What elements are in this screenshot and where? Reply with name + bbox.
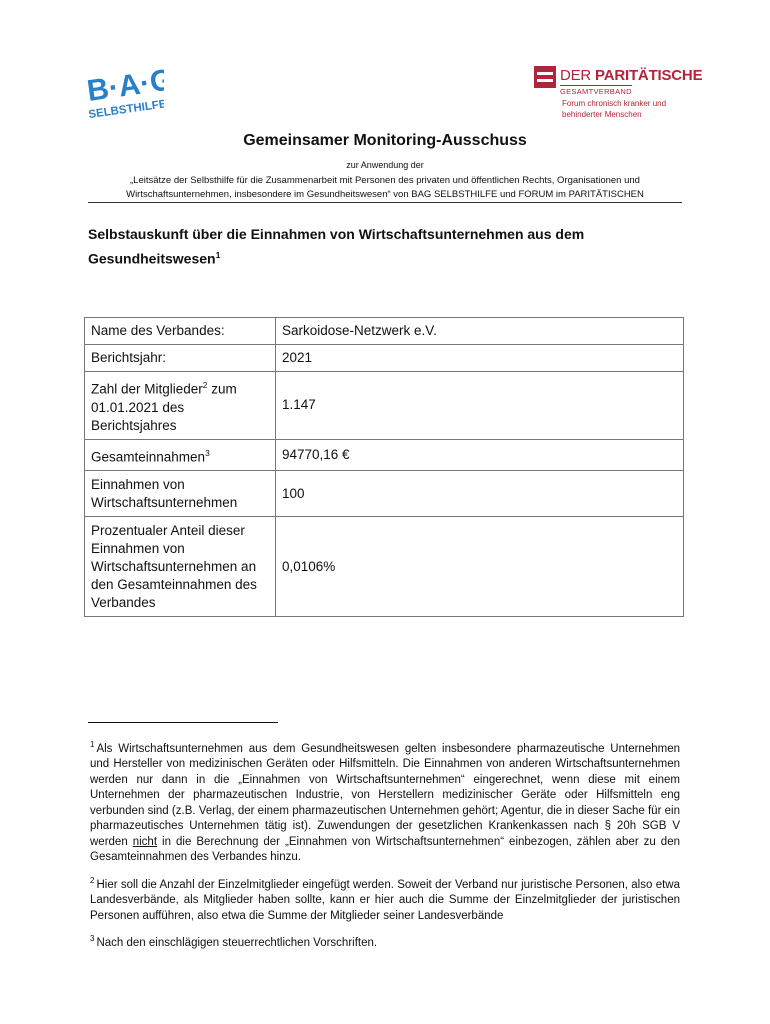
footnote-emphasis: nicht — [132, 835, 158, 848]
footnote-3 — [90, 931, 680, 951]
row-label: Berichtsjahr: — [85, 345, 276, 372]
row-label — [85, 439, 276, 471]
paritaetische-mark-icon — [534, 66, 556, 88]
footnote-number: 2 — [90, 875, 95, 885]
self-disclosure-table — [84, 317, 684, 617]
paritaetische-gesamtverband: GESAMTVERBAND — [560, 87, 632, 96]
table-row — [85, 372, 684, 440]
row-label: Prozentualer Anteil dieser Einnahmen von Wirtschaftsunternehmen an den Gesamteinnahmen des Verbandes — [85, 517, 276, 617]
footnote-number: 1 — [90, 740, 95, 749]
row-label: Name des Verbandes: — [85, 318, 276, 345]
bag-selbsthilfe-logo — [84, 66, 164, 122]
row-label-text: Gesamteinnahmen — [91, 449, 206, 464]
footnote-number: 3 — [90, 934, 95, 944]
row-label — [85, 372, 276, 440]
footnote-1 — [90, 737, 680, 866]
footnote-text: Nach den einschlägigen steuerrechtlichen Vorschriften. — [96, 936, 378, 949]
footnotes — [90, 737, 680, 958]
paritaetische-prefix: DER — [560, 67, 592, 84]
row-value: 94770,16 € — [276, 439, 684, 471]
header-divider — [88, 202, 682, 203]
footnote-text-cont: in die Berechnung der „Einnahmen von Wirtschaftsunternehmen“ einbezogen, zählen aber zu den Gesamteinnahmen des Verbandes hinzu. — [90, 835, 680, 864]
paritaetische-logo — [534, 64, 704, 124]
table-row — [85, 439, 684, 471]
table-row — [85, 517, 684, 617]
table-row — [85, 318, 684, 345]
page-title: Gemeinsamer Monitoring-Ausschuss — [243, 132, 527, 149]
paritaetische-name — [560, 67, 702, 84]
row-value: 0,0106% — [276, 517, 684, 617]
section-title-text: Selbstauskunft über die Einnahmen von Wirtschaftsunternehmen aus dem Gesundheitswesen — [88, 226, 585, 267]
table-row — [85, 345, 684, 372]
footnote-ref: 3 — [205, 447, 210, 458]
row-label: Einnahmen von Wirtschaftsunternehmen — [85, 471, 276, 517]
section-title — [88, 224, 678, 270]
row-value: 1.147 — [276, 372, 684, 440]
bag-letters: B·A·G — [85, 66, 164, 108]
row-label-text-cont: zum 01.01.2021 des Berichtsjahres — [91, 381, 237, 433]
section-title-footnote-ref: 1 — [215, 250, 221, 260]
paritaetische-wordmark: PARITÄTISCHE — [595, 67, 703, 84]
paritaetische-forum: Forum chronisch kranker und behinderter Menschen — [562, 99, 667, 119]
subtitle-intro: zur Anwendung der — [346, 160, 424, 170]
row-value: 2021 — [276, 345, 684, 372]
footnote-text: Als Wirtschaftsunternehmen aus dem Gesundheitswesen gelten insbesondere pharmazeutische Unternehmen und Hersteller von medizinischen Geräten oder Hilfsmitteln. Die Einnahmen von anderen Wirtschaftsunternehmen werden nur dann in die „Einnahmen von Wirtschaftsunternehmen“ eingerechnet, wenn diese mit einem Unternehmen der pharmazeutischen Industrie, von Herstellern medizinischer Geräte oder Hilfsmitteln eng verbunden sind (z.B. Verlag, der einem pharmazeutischen Unternehmen gehört; Agentur, die in dieser Sache für ein pharmazeutisches Unternehmen tätig ist). Zuwendungen der gesetzlichen Krankenkassen nach § 20h SGB V werden — [90, 742, 680, 848]
table-row — [85, 471, 684, 517]
footnote-2 — [90, 873, 680, 924]
footnote-text: Hier soll die Anzahl der Einzelmitglieder eingefügt werden. Soweit der Verband nur juristische Personen, also etwa Landesverbände, als Mitglieder haben sollte, kann er hier auch die Summe der Einzelmitglieder der juristischen Personen aufführen, also etwa die Summe der Mitglieder seiner Landesverbände — [90, 878, 680, 922]
row-value: 100 — [276, 471, 684, 517]
bag-word: SELBSTHILFE — [87, 98, 164, 122]
footnote-ref: 2 — [202, 380, 208, 390]
subtitle-guidelines: „Leitsätze der Selbsthilfe für die Zusammenarbeit mit Personen des privaten und öffentlichen Rechts, Organisationen und Wirtschaftsunternehmen, insbesondere im Gesundheitswesen“ von BAG SELBSTHILFE und FORUM im PARITÄTISCHEN — [126, 175, 644, 200]
row-label-text: Zahl der Mitglieder — [91, 381, 203, 397]
row-value: Sarkoidose-Netzwerk e.V. — [276, 318, 684, 345]
footnote-divider — [88, 722, 278, 723]
